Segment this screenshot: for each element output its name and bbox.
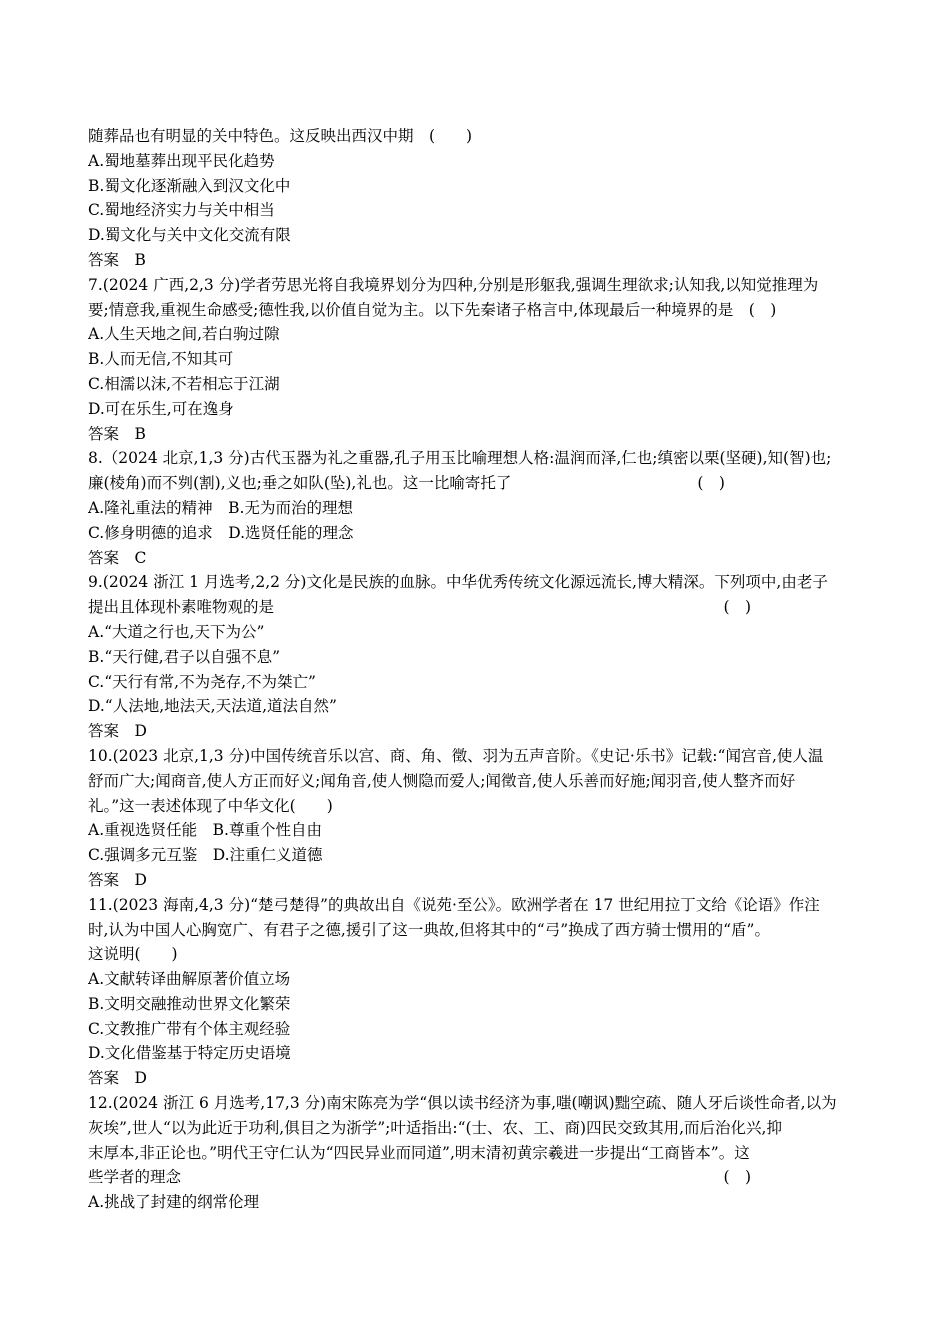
- question-line: 廉(棱角)而不刿(割),义也;垂之如队(坠),礼也。这一比喻寄托了 ( ): [88, 474, 725, 493]
- option-line: C.强调多元互鉴 D.注重仁义道德: [88, 846, 323, 865]
- question-line: 随葬品也有明显的关中特色。这反映出西汉中期 ( ): [88, 127, 473, 145]
- question-line: 7.(2024 广西,2,3 分)学者劳思光将自我境界划分为四种,分别是形躯我,强调生理欲求;认知我,以知觉推理为: [88, 275, 819, 294]
- option-line: D.“人法地,地法天,天法道,道法自然”: [88, 697, 337, 716]
- option-line: A.人生天地之间,若白驹过隙: [88, 325, 280, 344]
- option-line: C.“天行有常,不为尧存,不为桀亡”: [88, 672, 316, 691]
- question-line: 要;情意我,重视生命感受;德性我,以价值自觉为主。以下先秦诸子格言中,体现最后一种境界的是 ( ): [88, 300, 777, 319]
- option-line: A.蜀地墓葬出现平民化趋势: [88, 151, 275, 170]
- option-line: D.可在乐生,可在逸身: [88, 399, 234, 418]
- answer-line: 答案 C: [88, 548, 147, 567]
- question-line: 12.(2024 浙江 6 月选考,17,3 分)南宋陈亮为学“俱以读书经济为事,嗤(嘲讽)黜空疏、随人牙后谈性命者,以为: [88, 1094, 837, 1113]
- document-page: [88, 124, 864, 1215]
- option-line: C.相濡以沫,不若相忘于江湖: [88, 374, 280, 393]
- question-line: 8.（2024 北京,1,3 分)古代玉器为礼之重器,孔子用玉比喻理想人格:温润而泽,仁也;缜密以栗(坚硬),知(智)也;: [88, 449, 832, 468]
- answer-line: 答案 D: [88, 722, 147, 741]
- option-line: A.挑战了封建的纲常伦理: [88, 1193, 260, 1212]
- option-line: D.蜀文化与关中文化交流有限: [88, 226, 291, 245]
- option-line: A.隆礼重法的精神 B.无为而治的理想: [88, 498, 353, 517]
- option-line: B.蜀文化逐渐融入到汉文化中: [88, 176, 291, 195]
- answer-line: 答案 B: [88, 250, 146, 269]
- option-line: B.人而无信,不知其可: [88, 350, 234, 369]
- question-line: 9.(2024 浙江 1 月选考,2,2 分)文化是民族的血脉。中华优秀传统文化源远流长,博大精深。下列项中,由老子: [88, 573, 828, 592]
- option-line: A.重视选贤任能 B.尊重个性自由: [88, 821, 322, 840]
- option-line: B.文明交融推动世界文化繁荣: [88, 994, 291, 1013]
- question-line: 舒而广大;闻商音,使人方正而好义;闻角音,使人恻隐而爱人;闻徵音,使人乐善而好施;闻羽音,使人整齐而好: [88, 771, 796, 790]
- option-line: B.“天行健,君子以自强不息”: [88, 647, 281, 666]
- option-line: C.文教推广带有个体主观经验: [88, 1019, 291, 1038]
- question-line: 时,认为中国人心胸宽广、有君子之德,援引了这一典故,但将其中的“弓”换成了西方骑士惯用的“盾”。: [88, 920, 770, 939]
- question-line: 10.(2023 北京,1,3 分)中国传统音乐以宫、商、角、徵、羽为五声音阶。《史记·乐书》记载:“闻宫音,使人温: [88, 746, 824, 765]
- option-line: C.修身明德的追求 D.选贤任能的理念: [88, 523, 354, 542]
- question-line: 这说明( ): [88, 945, 178, 964]
- option-line: C.蜀地经济实力与关中相当: [88, 201, 275, 220]
- answer-line: 答案 B: [88, 424, 146, 443]
- answer-line: 答案 D: [88, 1069, 147, 1088]
- option-line: D.文化借鉴基于特定历史语境: [88, 1044, 291, 1063]
- question-line: 些学者的理念 ( ): [88, 1168, 752, 1187]
- question-line: 礼。”这一表述体现了中华文化( ): [88, 796, 333, 815]
- answer-line: 答案 D: [88, 870, 147, 889]
- question-line: 灰埃”,世人“以为此近于功利,俱目之为浙学”;叶适指出:“(士、农、工、商)四民交致其用,而后治化兴,抑: [88, 1118, 782, 1137]
- option-line: A.“大道之行也,天下为公”: [88, 622, 265, 641]
- option-line: A.文献转译曲解原著价值立场: [88, 970, 291, 989]
- question-line: 提出且体现朴素唯物观的是 ( ): [88, 598, 752, 617]
- question-line: 11.(2023 海南,4,3 分)“楚弓楚得”的典故出自《说苑·至公》。欧洲学者在 17 世纪用拉丁文给《论语》作注: [88, 895, 820, 914]
- question-line: 末厚本,非正论也。”明代王守仁认为“四民异业而同道”,明末清初黄宗羲进一步提出“工商皆本”。这: [88, 1143, 750, 1162]
